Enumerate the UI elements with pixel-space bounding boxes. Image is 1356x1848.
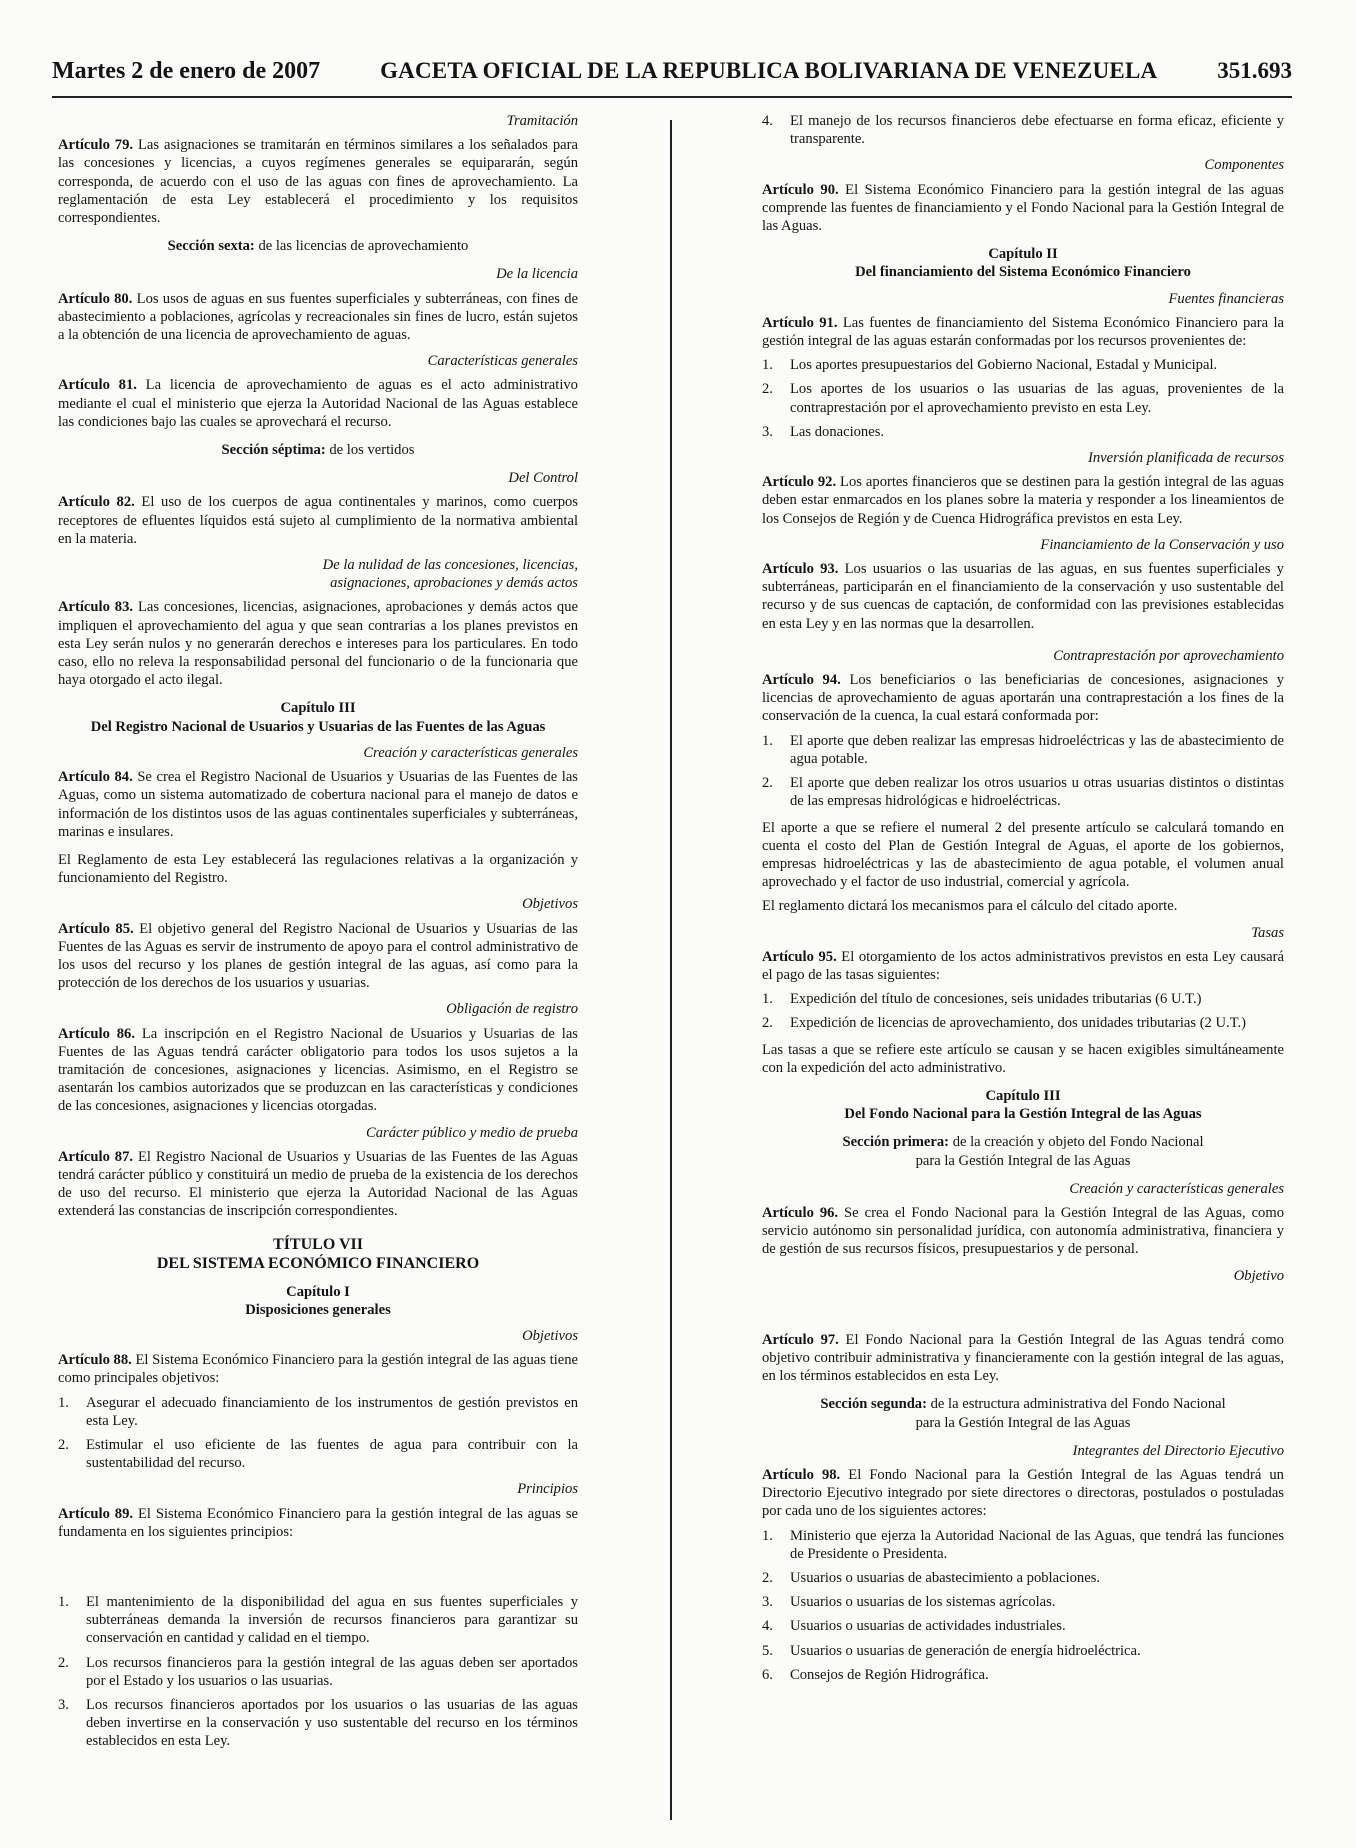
heading: De la licencia bbox=[496, 266, 578, 283]
header-date: Martes 2 de enero de 2007 bbox=[52, 58, 321, 84]
list-item bbox=[58, 1696, 578, 1751]
list-text: Los aportes presupuestarios del Gobierno Nacional, Estadal y Municipal. bbox=[790, 357, 1218, 374]
article-label: Artículo 79. bbox=[58, 137, 134, 154]
chapter-number: Capítulo II bbox=[988, 246, 1058, 263]
article-95 bbox=[762, 948, 1284, 984]
article-92 bbox=[762, 473, 1284, 528]
section-heading bbox=[58, 441, 578, 459]
list-number: 1. bbox=[762, 732, 773, 749]
article-84 bbox=[58, 768, 578, 841]
list-item bbox=[762, 380, 1284, 416]
list-item bbox=[762, 356, 1284, 374]
section-label: Sección primera: bbox=[842, 1134, 950, 1151]
article-93 bbox=[762, 560, 1284, 633]
list-text: El aporte que deben realizar las empresas hidroeléctricas y las de abastecimiento de agua potable. bbox=[790, 732, 1284, 767]
spacer bbox=[58, 1547, 578, 1587]
section-heading bbox=[762, 1133, 1284, 1169]
chapter-heading bbox=[58, 699, 578, 735]
numbered-list bbox=[762, 990, 1284, 1032]
article-label: Artículo 88. bbox=[58, 1352, 132, 1369]
list-text: Usuarios o usuarias de generación de energía hidroeléctrica. bbox=[790, 1642, 1141, 1659]
article-text: La licencia de aprovechamiento de aguas es el acto administrativo mediante el cual el ministerio que ejerza la Autoridad Nacional de las Aguas establece las condiciones bajo las cuales se aprovechará el recurso. bbox=[58, 377, 578, 430]
chapter-title: Del financiamiento del Sistema Económico Financiero bbox=[855, 264, 1191, 281]
section-text: de la estructura administrativa del Fondo Nacional bbox=[926, 1396, 1226, 1413]
list-text: Usuarios o usuarias de los sistemas agrícolas. bbox=[790, 1594, 1056, 1611]
list-item bbox=[762, 990, 1284, 1008]
article-81 bbox=[58, 376, 578, 431]
article-text: Se crea el Registro Nacional de Usuarios y Usuarias de las Fuentes de las Aguas, como un sistema automatizado de cobertura nacional para el manejo de datos e información de los distintos usos de las aguas continentales superficiales y subterráneas, marinas e insulares. bbox=[58, 769, 578, 840]
paragraph: El aporte a que se refiere el numeral 2 del presente artículo se calculará tomando en cuenta el costo del Plan de Gestión Integral de Aguas, el aporte de los gobiernos, empresas hidroeléctricas y las de abastecimiento de agua potable, el volumen anual aprovechado y el factor de uso industrial, comercial y agrícola. bbox=[762, 819, 1284, 891]
heading: asignaciones, aprobaciones y demás actos bbox=[330, 575, 578, 592]
list-item bbox=[762, 1593, 1284, 1611]
list-text: El manejo de los recursos financieros debe efectuarse en forma eficaz, eficiente y transparente. bbox=[790, 113, 1284, 148]
page-header bbox=[52, 58, 1292, 94]
list-item bbox=[762, 423, 1284, 441]
article-79 bbox=[58, 136, 578, 227]
list-number: 3. bbox=[762, 423, 773, 440]
title-heading bbox=[58, 1235, 578, 1273]
article-label: Artículo 98. bbox=[762, 1466, 841, 1483]
list-text: Usuarios o usuarias de abastecimiento a poblaciones. bbox=[790, 1570, 1101, 1586]
section-heading bbox=[762, 1395, 1284, 1431]
article-text: Se crea el Fondo Nacional para la Gestión Integral de las Aguas, como servicio autónomo sin personalidad jurídica, con autonomía administrativa, financiera y de gestión de sus recursos físicos, presupuestarios y de personal. bbox=[762, 1204, 1284, 1258]
article-text: Los usos de aguas en sus fuentes superficiales y subterráneas, con fines de abastecimiento a poblaciones, agrícolas y recreacionales sin fines de lucro, están sujetos a la obtención de una licencia de aprovechamiento de aguas. bbox=[58, 290, 578, 344]
article-90 bbox=[762, 181, 1284, 236]
chapter-number: Capítulo III bbox=[280, 700, 356, 717]
list-number: 2. bbox=[762, 1570, 773, 1586]
heading: Integrantes del Directorio Ejecutivo bbox=[1072, 1442, 1284, 1459]
article-label: Artículo 93. bbox=[762, 561, 839, 578]
list-item bbox=[58, 1394, 578, 1430]
page-number: 351.693 bbox=[1217, 58, 1292, 83]
header-title: GACETA OFICIAL DE LA REPUBLICA BOLIVARIANA DE VENEZUELA bbox=[380, 58, 1158, 83]
list-text: Los recursos financieros para la gestión integral de las aguas deben ser aportados por el Estado y los usuarios o las usuarias. bbox=[86, 1654, 578, 1689]
list-text: Las donaciones. bbox=[790, 423, 885, 440]
list-number: 1. bbox=[58, 1594, 69, 1610]
paragraph: El reglamento dictará los mecanismos para el cálculo del citado aporte. bbox=[762, 898, 1178, 915]
column-divider bbox=[670, 120, 672, 1820]
list-number: 3. bbox=[762, 1594, 773, 1611]
article-text: El Sistema Económico Financiero para la gestión integral de las aguas se fundamenta en los siguientes principios: bbox=[58, 1505, 578, 1540]
article-85 bbox=[58, 920, 578, 993]
list-text: Los aportes de los usuarios o las usuarias de las aguas, provenientes de la contraprestación por el aprovechamiento previsto en esta Ley. bbox=[790, 381, 1284, 416]
right-column bbox=[762, 112, 1284, 1692]
article-label: Artículo 87. bbox=[58, 1148, 134, 1165]
heading: Objetivos bbox=[522, 896, 578, 913]
paragraph: El Reglamento de esta Ley establecerá las regulaciones relativas a la organización y funcionamiento del Registro. bbox=[58, 851, 578, 887]
list-number: 1. bbox=[762, 1527, 773, 1544]
list-item bbox=[762, 774, 1284, 810]
list-text: Estimular el uso eficiente de las fuentes de agua para contribuir con la sustentabilidad del recurso. bbox=[86, 1436, 578, 1472]
list-item bbox=[762, 1617, 1284, 1635]
header-rule bbox=[52, 96, 1292, 98]
list-item bbox=[762, 732, 1284, 768]
numbered-list bbox=[762, 356, 1284, 441]
heading: Creación y características generales bbox=[1069, 1180, 1284, 1197]
numbered-list bbox=[762, 732, 1284, 811]
article-label: Artículo 80. bbox=[58, 290, 133, 307]
section-text: de la creación y objeto del Fondo Nacional bbox=[949, 1134, 1204, 1151]
list-item bbox=[58, 1593, 578, 1648]
list-text: Expedición del título de concesiones, seis unidades tributarias (6 U.T.) bbox=[790, 991, 1202, 1008]
chapter-title: Del Fondo Nacional para la Gestión Integral de las Aguas bbox=[844, 1106, 1202, 1123]
heading: Características generales bbox=[427, 353, 578, 370]
article-97 bbox=[762, 1331, 1284, 1386]
article-label: Artículo 86. bbox=[58, 1025, 135, 1042]
list-item bbox=[762, 1569, 1284, 1587]
chapter-heading bbox=[58, 1283, 578, 1319]
heading: Componentes bbox=[1204, 157, 1284, 174]
list-text: El aporte que deben realizar los otros usuarios u otras usuarias distintos o distintas de las empresas hidrológicas e hidroeléctricas. bbox=[790, 775, 1284, 810]
article-83 bbox=[58, 598, 578, 689]
article-text: Las concesiones, licencias, asignaciones, aprobaciones y demás actos que impliquen el aprovechamiento del agua y que sean contrarias a los planes previstos en esta Ley serán nulos y no generarán derechos e intereses para los particulares. En todo caso, ello no releva la responsabilidad personal del funcionario o de la funcionaria que haya otorgado el acto ilegal. bbox=[58, 599, 578, 689]
article-82 bbox=[58, 493, 578, 548]
article-text: El Fondo Nacional para la Gestión Integral de las Aguas tendrá como objetivo contribuir administrativa y financieramente con la gestión integral de las aguas, en los términos establecidos en esta Ley. bbox=[762, 1331, 1284, 1385]
heading: Contraprestación por aprovechamiento bbox=[1053, 647, 1284, 664]
chapter-number: Capítulo I bbox=[286, 1283, 350, 1300]
section-text: de las licencias de aprovechamiento bbox=[254, 238, 469, 255]
article-label: Artículo 84. bbox=[58, 769, 133, 786]
article-86 bbox=[58, 1025, 578, 1116]
list-item bbox=[762, 112, 1284, 148]
section-text-line2: para la Gestión Integral de las Aguas bbox=[915, 1414, 1131, 1431]
spacer bbox=[762, 1291, 1284, 1331]
list-number: 2. bbox=[762, 1015, 773, 1032]
list-number: 2. bbox=[58, 1436, 69, 1453]
list-text: Ministerio que ejerza la Autoridad Nacional de las Aguas, que tendrá las funciones de Presidente o Presidenta. bbox=[790, 1527, 1284, 1562]
list-text: Usuarios o usuarias de actividades industriales. bbox=[790, 1618, 1066, 1635]
article-text: Las asignaciones se tramitarán en términos similares a los señalados para las concesiones y licencias, a cuyos regímenes generales se equipararán, según corresponda, de acuerdo con el uso de las aguas con fines de aprovechamiento. La reglamentación de esta Ley establecerá el procedimiento y los requisitos correspondientes. bbox=[58, 137, 578, 227]
heading: Fuentes financieras bbox=[1168, 290, 1284, 307]
article-94 bbox=[762, 671, 1284, 726]
article-text: Los beneficiarios o las beneficiarias de concesiones, asignaciones y licencias de aprovechamiento de aguas aportarán una contraprestación a los fines de la conservación de la cuenca, la cual estará conformada por: bbox=[762, 672, 1284, 725]
article-label: Artículo 94. bbox=[762, 672, 841, 689]
left-column bbox=[58, 112, 578, 1759]
list-number: 4. bbox=[762, 113, 773, 129]
article-label: Artículo 83. bbox=[58, 599, 134, 616]
numbered-list bbox=[58, 1394, 578, 1473]
article-label: Artículo 85. bbox=[58, 920, 134, 937]
heading: Principios bbox=[517, 1481, 578, 1498]
article-98 bbox=[762, 1466, 1284, 1521]
heading: Obligación de registro bbox=[446, 1001, 578, 1018]
article-label: Artículo 95. bbox=[762, 948, 837, 965]
section-label: Sección séptima: bbox=[221, 442, 326, 459]
numbered-list bbox=[58, 1593, 578, 1751]
article-text: El otorgamiento de los actos administrativos previstos en esta Ley causará el pago de las tasas siguientes: bbox=[762, 948, 1284, 983]
article-text: El Sistema Económico Financiero para la gestión integral de las aguas tiene como principales objetivos: bbox=[58, 1352, 578, 1387]
list-text: El mantenimiento de la disponibilidad del agua en sus fuentes superficiales y subterráneas demanda la inversión de recursos financieros para garantizar su conservación en cantidad y calidad en el tiempo. bbox=[86, 1594, 578, 1647]
list-text: Asegurar el adecuado financiamiento de los instrumentos de gestión previstos en esta Ley. bbox=[86, 1394, 578, 1429]
chapter-heading bbox=[762, 1087, 1284, 1123]
article-label: Artículo 96. bbox=[762, 1204, 839, 1221]
heading: Objetivo bbox=[1233, 1267, 1284, 1284]
chapter-title: Disposiciones generales bbox=[245, 1301, 391, 1318]
article-text: La inscripción en el Registro Nacional de Usuarios y Usuarias de las Fuentes de las Aguas tendrá carácter obligatorio para todos los usos sujetos a la tramitación de concesiones, asignaciones y licencias. Asimismo, en el Registro se asentarán los cambios autorizados que se produzcan en las características y condiciones de las concesiones, asignaciones y licencias otorgadas. bbox=[58, 1025, 578, 1115]
heading: Creación y características generales bbox=[363, 744, 578, 761]
article-label: Artículo 90. bbox=[762, 181, 839, 198]
list-number: 5. bbox=[762, 1642, 773, 1659]
article-text: Las fuentes de financiamiento del Sistema Económico Financiero para la gestión integral de las aguas estarán conformadas por los recursos provenientes de: bbox=[762, 314, 1284, 350]
article-label: Artículo 92. bbox=[762, 474, 837, 491]
heading: Del Control bbox=[508, 470, 578, 487]
heading: De la nulidad de las concesiones, licencias, bbox=[322, 557, 578, 574]
section-label: Sección sexta: bbox=[167, 238, 255, 255]
list-text: Los recursos financieros aportados por los usuarios o las usuarias de las aguas deben invertirse en la conservación y uso sustentable del recurso en los términos establecidos en esta Ley. bbox=[86, 1697, 578, 1750]
heading: Inversión planificada de recursos bbox=[1087, 450, 1284, 467]
article-label: Artículo 81. bbox=[58, 377, 137, 394]
article-96 bbox=[762, 1204, 1284, 1259]
list-item bbox=[58, 1654, 578, 1690]
article-88 bbox=[58, 1351, 578, 1387]
list-number: 6. bbox=[762, 1666, 773, 1683]
heading: Financiamiento de la Conservación y uso bbox=[1040, 536, 1284, 553]
article-text: El objetivo general del Registro Nacional de Usuarios y Usuarias de las Fuentes de las Aguas es servir de instrumento de apoyo para el control administrativo de los usos del recurso y los planes de gestión integral de las aguas, así como para la protección de los derechos de los usuarios y usuarias. bbox=[58, 920, 578, 992]
list-item bbox=[762, 1666, 1284, 1684]
list-number: 4. bbox=[762, 1618, 773, 1635]
list-item bbox=[762, 1014, 1284, 1032]
numbered-list bbox=[762, 112, 1284, 148]
list-number: 2. bbox=[762, 381, 773, 398]
chapter-number: Capítulo III bbox=[985, 1087, 1061, 1104]
list-number: 1. bbox=[762, 357, 773, 374]
article-label: Artículo 82. bbox=[58, 494, 135, 511]
list-number: 2. bbox=[762, 775, 773, 792]
article-text: Los aportes financieros que se destinen para la gestión integral de las aguas deben estar enmarcados en los planes sobre la materia y responder a los lineamientos de los Consejos de Región y de Cuenca Hidrográfica previstos en esta Ley. bbox=[762, 474, 1284, 527]
list-number: 3. bbox=[58, 1697, 69, 1714]
heading: Carácter público y medio de prueba bbox=[366, 1124, 578, 1141]
section-heading bbox=[58, 237, 578, 255]
list-item bbox=[58, 1436, 578, 1472]
section-text: de los vertidos bbox=[325, 442, 415, 459]
article-80 bbox=[58, 290, 578, 345]
article-text: El uso de los cuerpos de agua continentales y marinos, como cuerpos receptores de efluentes líquidos está sujeto al cumplimiento de la normativa ambiental en la materia. bbox=[58, 494, 578, 547]
article-label: Artículo 97. bbox=[762, 1331, 839, 1348]
article-text: El Fondo Nacional para la Gestión Integral de las Aguas tendrá un Directorio Ejecutivo integrado por siete directores o directoras, postulados o postuladas por cada uno de los siguientes actores: bbox=[762, 1466, 1284, 1520]
numbered-list bbox=[762, 1527, 1284, 1684]
article-label: Artículo 91. bbox=[762, 314, 838, 331]
article-91 bbox=[762, 314, 1284, 350]
list-number: 2. bbox=[58, 1654, 69, 1671]
heading: Objetivos bbox=[522, 1327, 578, 1344]
chapter-title: Del Registro Nacional de Usuarios y Usuarias de las Fuentes de las Aguas bbox=[90, 718, 546, 735]
list-number: 1. bbox=[58, 1394, 69, 1411]
article-text: Los usuarios o las usuarias de las aguas, en sus fuentes superficiales y subterráneas, participarán en el financiamiento de la conservación y uso sustentable del recurso y de sus cuencas de captación, de conformidad con las previsiones establecidas en esta Ley y en las normas que la desarrollen. bbox=[762, 561, 1284, 632]
list-text: Expedición de licencias de aprovechamiento, dos unidades tributarias (2 U.T.) bbox=[790, 1015, 1247, 1032]
title-number: TÍTULO VII bbox=[273, 1235, 363, 1253]
list-number: 1. bbox=[762, 991, 773, 1008]
article-text: El Registro Nacional de Usuarios y Usuarias de las Fuentes de las Aguas tendrá carácter público y constituirá un medio de prueba de la existencia de los derechos de uso del recurso. El ministerio que ejerza la Autoridad Nacional de las Aguas extenderá las constancias de inscripción correspondientes. bbox=[58, 1148, 578, 1220]
article-text: El Sistema Económico Financiero para la gestión integral de las aguas comprende las fuentes de financiamiento y el Fondo Nacional para la Gestión Integral de las Aguas. bbox=[762, 181, 1284, 235]
heading: Tramitación bbox=[506, 113, 578, 129]
list-item bbox=[762, 1527, 1284, 1563]
heading: Tasas bbox=[1251, 924, 1284, 941]
article-87 bbox=[58, 1148, 578, 1221]
title-name: DEL SISTEMA ECONÓMICO FINANCIERO bbox=[156, 1254, 480, 1272]
list-item bbox=[762, 1642, 1284, 1660]
chapter-heading bbox=[762, 245, 1284, 281]
section-text-line2: para la Gestión Integral de las Aguas bbox=[915, 1152, 1131, 1169]
section-label: Sección segunda: bbox=[820, 1396, 927, 1413]
article-89 bbox=[58, 1505, 578, 1541]
paragraph: Las tasas a que se refiere este artículo se causan y se hacen exigibles simultáneamente con la expedición del acto administrativo. bbox=[762, 1041, 1284, 1076]
article-label: Artículo 89. bbox=[58, 1505, 134, 1522]
list-text: Consejos de Región Hidrográfica. bbox=[790, 1666, 989, 1683]
